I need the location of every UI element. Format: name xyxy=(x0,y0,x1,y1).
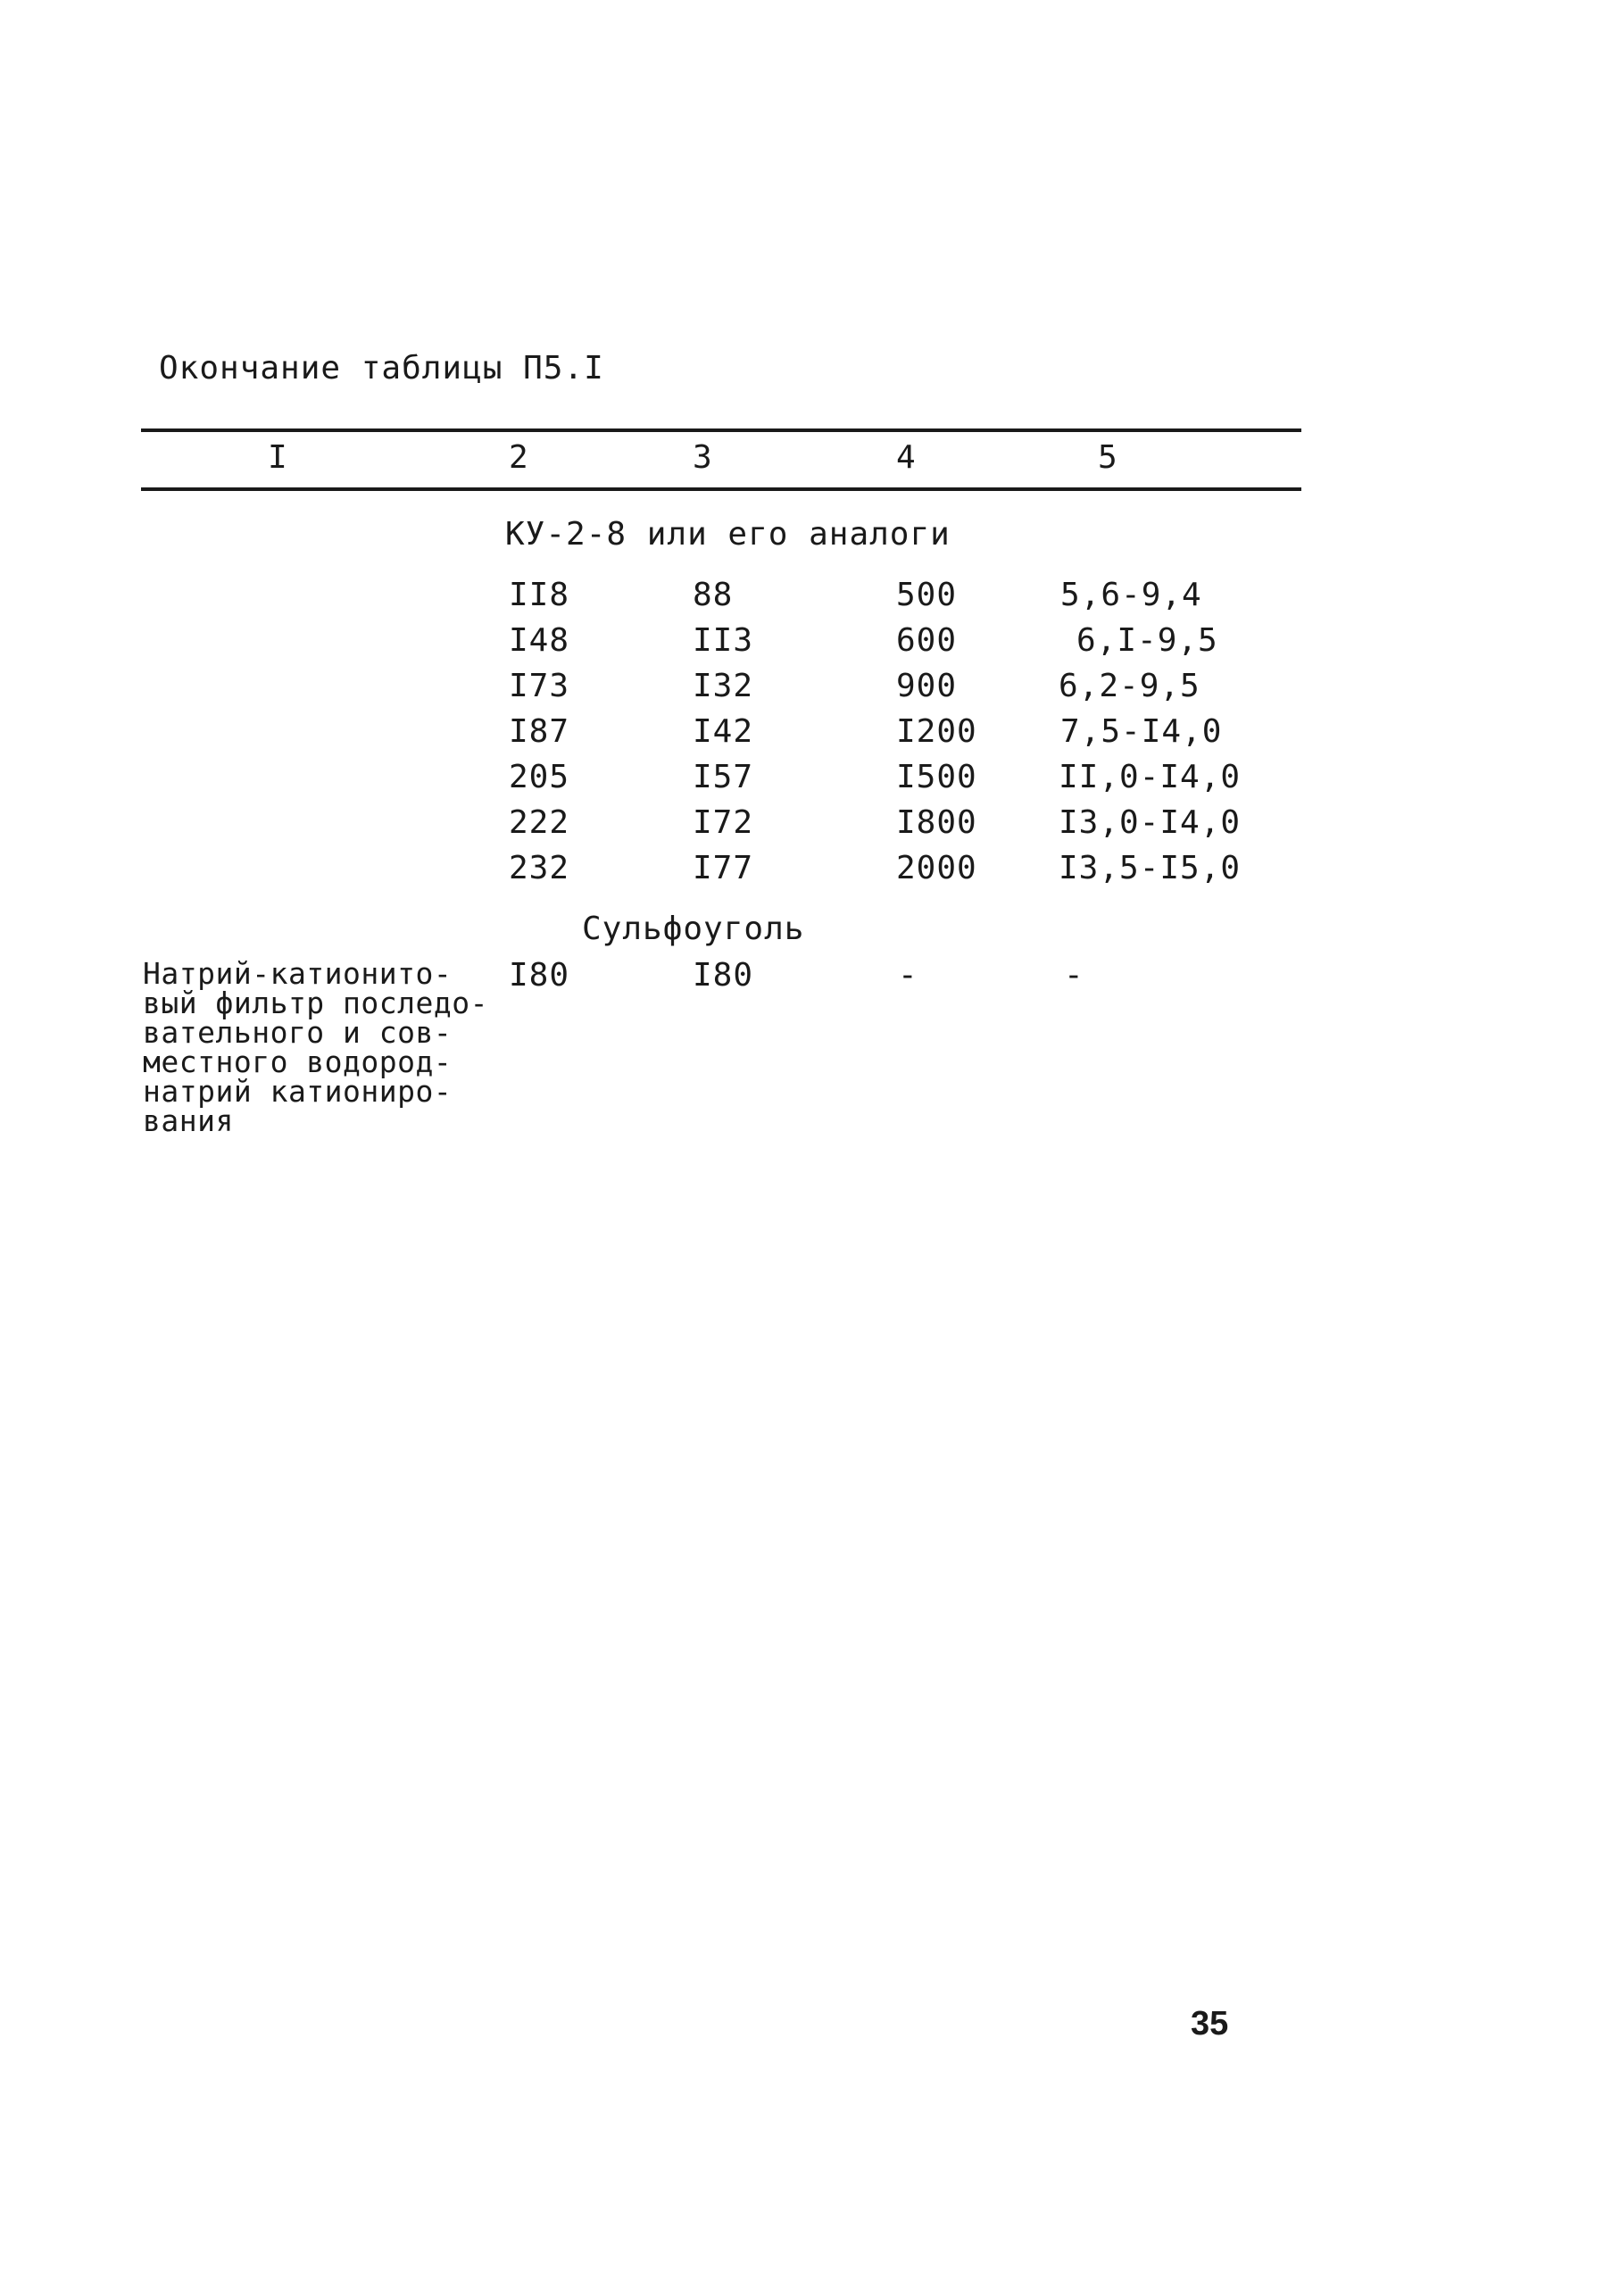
cell-col3: II3 xyxy=(693,622,754,659)
cell-col3: I80 xyxy=(693,957,754,994)
cell-col3: 88 xyxy=(693,577,734,613)
column-header-3: 3 xyxy=(693,439,712,476)
cell-col2: I80 xyxy=(509,957,570,994)
cell-col2: II8 xyxy=(509,577,570,613)
table-caption: Окончание таблицы П5.I xyxy=(159,350,604,387)
cell-col3: I57 xyxy=(693,759,754,795)
cell-col4: I800 xyxy=(896,804,977,841)
cell-col5: I3,0-I4,0 xyxy=(1059,804,1242,841)
cell-col3: I77 xyxy=(693,850,754,886)
cell-col5: 7,5-I4,0 xyxy=(1060,713,1223,750)
cell-col5: 5,6-9,4 xyxy=(1060,577,1202,613)
cell-col3: I72 xyxy=(693,804,754,841)
cell-col5: I3,5-I5,0 xyxy=(1059,850,1242,886)
cell-col3: I42 xyxy=(693,713,754,750)
cell-col2: I48 xyxy=(509,622,570,659)
cell-col4: 900 xyxy=(896,668,958,704)
cell-col3: I32 xyxy=(693,668,754,704)
cell-col2: 232 xyxy=(509,850,570,886)
cell-col2: I73 xyxy=(509,668,570,704)
page-number: 35 xyxy=(1191,2005,1229,2042)
column-header-4: 4 xyxy=(896,439,916,476)
cell-col5: - xyxy=(1064,957,1084,994)
cell-col5: 6,2-9,5 xyxy=(1059,668,1200,704)
cell-col2: 205 xyxy=(509,759,570,795)
cell-col4: - xyxy=(898,957,918,994)
column-header-5: 5 xyxy=(1098,439,1117,476)
cell-col4: 2000 xyxy=(896,850,977,886)
table-header-rule xyxy=(141,487,1301,491)
cell-col5: II,0-I4,0 xyxy=(1059,759,1242,795)
cell-col4: I500 xyxy=(896,759,977,795)
column-header-1: I xyxy=(268,439,287,476)
table-top-rule xyxy=(141,428,1301,432)
cell-col4: 600 xyxy=(896,622,958,659)
section-title: КУ-2-8 или его аналоги xyxy=(505,516,951,553)
column-header-2: 2 xyxy=(509,439,528,476)
cell-col4: 500 xyxy=(896,577,958,613)
cell-col2: 222 xyxy=(509,804,570,841)
cell-col2: I87 xyxy=(509,713,570,750)
cell-col1: Натрий-катионито- вый фильтр последо- вательного и сов- местного водород- натрий катиониро- вания xyxy=(143,956,488,1138)
cell-col4: I200 xyxy=(896,713,977,750)
section-title: Сульфоуголь xyxy=(582,911,805,947)
cell-col5: 6,I-9,5 xyxy=(1076,622,1218,659)
